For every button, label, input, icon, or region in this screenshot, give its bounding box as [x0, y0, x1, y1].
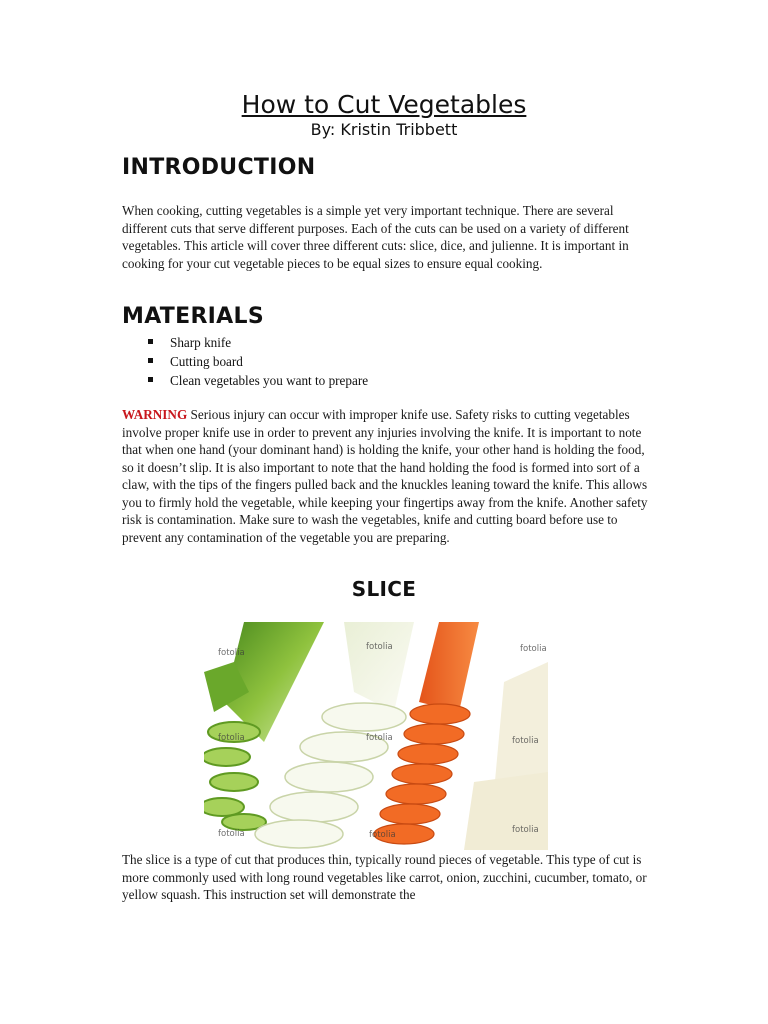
document-title: How to Cut Vegetables: [241, 90, 527, 119]
photo-watermark: fotolia: [218, 648, 245, 658]
materials-heading: MATERIALS: [122, 304, 264, 329]
square-bullet-icon: [148, 358, 153, 363]
photo-watermark: fotolia: [520, 644, 547, 654]
photo-watermark: fotolia: [366, 642, 393, 652]
list-item-text: Cutting board: [170, 354, 243, 369]
square-bullet-icon: [148, 377, 153, 382]
square-bullet-icon: [148, 339, 153, 344]
photo-watermark: fotolia: [512, 736, 539, 746]
list-item: [148, 371, 368, 390]
photo-watermark: fotolia: [366, 733, 393, 743]
sliced-vegetables-photo: [204, 622, 548, 850]
slice-heading: SLICE: [351, 577, 417, 601]
warning-paragraph: [122, 406, 656, 546]
photo-watermark: fotolia: [218, 733, 245, 743]
list-item: [148, 333, 368, 352]
materials-list: [148, 333, 368, 390]
introduction-paragraph: When cooking, cutting vegetables is a simple yet very important technique. There are several different cuts that serve different purposes. Each of the cuts can be used on a variety of different vegetables. This article will cover three different cuts: slice, dice, and julienne. It is important in cooking for your cut vegetable pieces to be equal sizes to ensure equal cooking.: [122, 203, 629, 271]
list-item-text: Sharp knife: [170, 335, 232, 350]
list-item: [148, 352, 368, 371]
slice-paragraph: The slice is a type of cut that produces thin, typically round pieces of vegetable. This type of cut is more commonly used with long round vegetables like carrot, onion, zucchini, cucumber, tomato, or yellow squash. This instruction set will demonstrate the: [122, 852, 647, 902]
introduction-heading: INTRODUCTION: [122, 155, 316, 180]
document-author: By: Kristin Tribbett: [310, 120, 458, 139]
list-item-text: Clean vegetables you want to prepare: [170, 373, 369, 388]
warning-text: Serious injury can occur with improper knife use. Safety risks to cutting vegetables involve proper knife use in order to prevent any injuries involving the knife. It is important to note that when one hand (your dominant hand) is holding the knife, your other hand is holding the food, so it doesn’t slip. It is also important to note that the hand holding the food is formed into sort of a claw, with the tips of the fingers pulled back and the knuckles leaning toward the knife. This allows you to firmly hold the vegetable, while keeping your fingertips away from the knife. Another safety risk is contamination. Make sure to wash the vegetables, knife and cutting board before use to prevent any contamination of the vegetable you are preparing.: [122, 407, 648, 545]
photo-watermark: fotolia: [218, 829, 245, 839]
warning-label: WARNING: [122, 407, 188, 422]
photo-watermark: fotolia: [369, 830, 396, 840]
photo-watermark: fotolia: [512, 825, 539, 835]
